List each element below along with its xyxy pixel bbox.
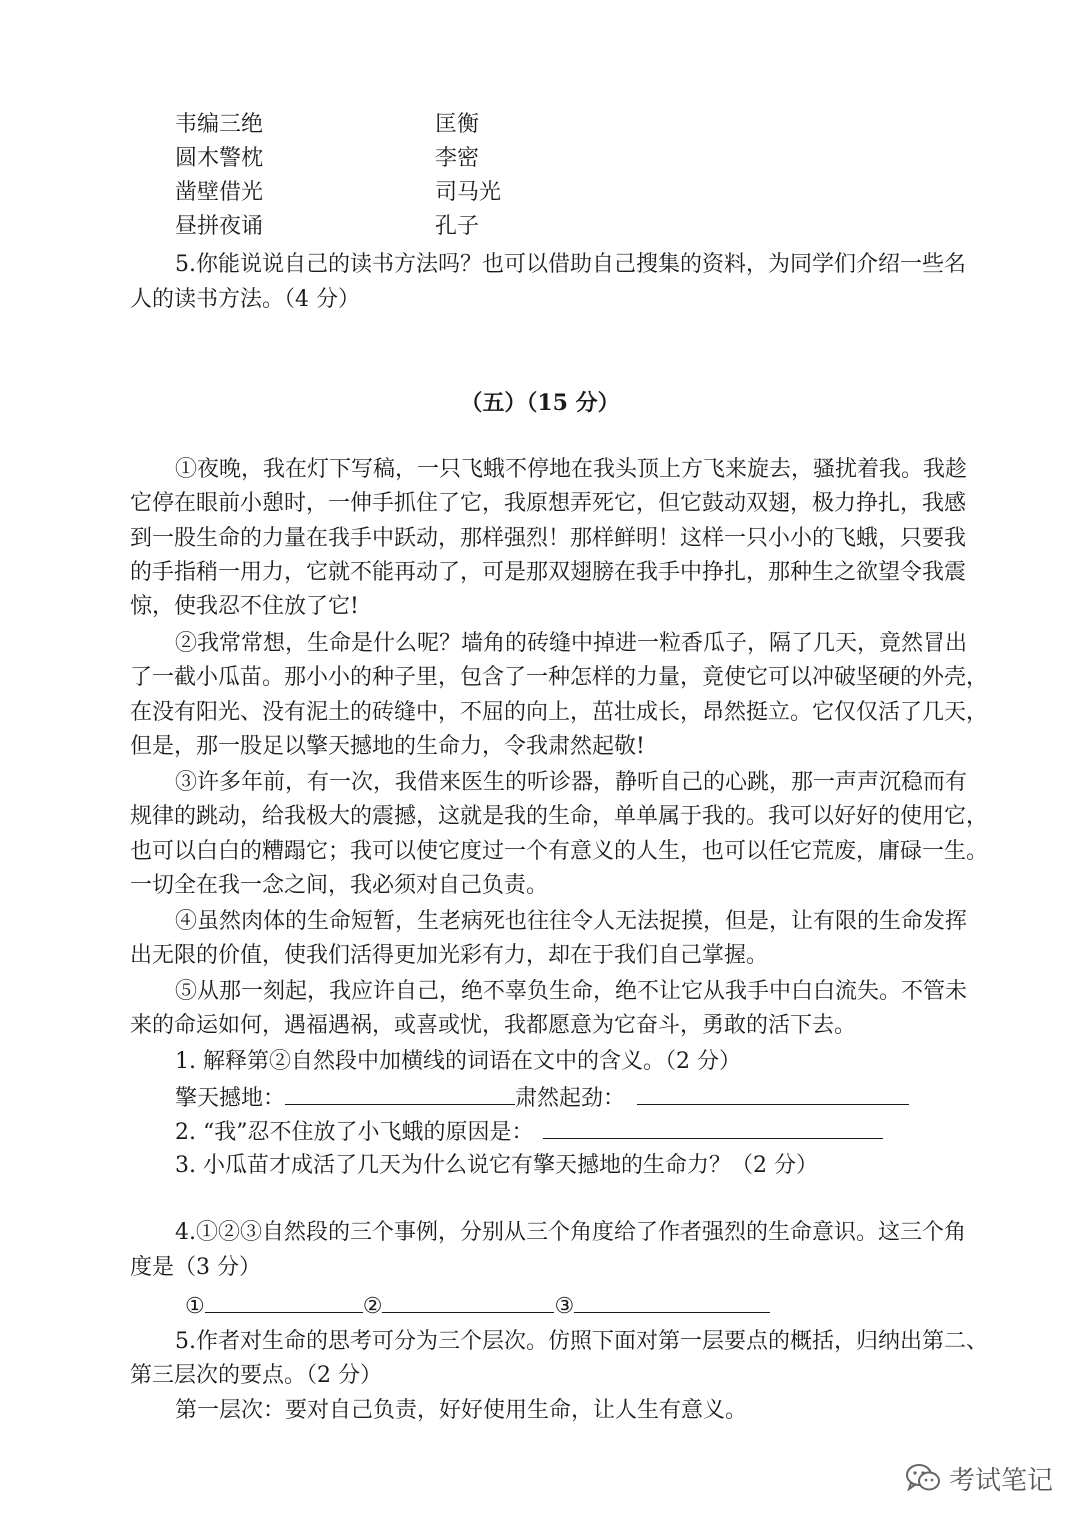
para2-line: 但是，那一股足以擎天撼地的生命力，令我肃然起敬! <box>130 734 645 759</box>
para2-line: ②我常常想，生命是什么呢？墙角的砖缝中掉进一粒香瓜子，隔了几天，竟然冒出 <box>175 631 968 656</box>
watermark <box>905 1458 1053 1498</box>
para3-line: ③许多年前，有一次，我借来医生的听诊器，静听自己的心跳，那一声声沉稳而有 <box>175 770 968 795</box>
question-5-prev-line2: 人的读书方法。（4 分） <box>130 287 360 312</box>
question-1: 1. 解释第②自然段中加横线的词语在文中的含义。（2 分） <box>175 1049 741 1074</box>
para5-line: ⑤从那一刻起，我应许自己，绝不辜负生命，绝不让它从我手中白白流失。不管未 <box>175 979 968 1004</box>
wechat-icon <box>905 1463 941 1493</box>
question-3: 3. 小瓜苗才成活了几天为什么说它有擎天撼地的生命力？（2 分） <box>175 1153 818 1178</box>
para2-line: 了一截小瓜苗。那小小的种子里，包含了一种怎样的力量，竟使它可以冲破坚硬的外壳， <box>130 665 989 690</box>
question-4-line2: 度是（3 分） <box>130 1255 261 1280</box>
marker-3: ③ <box>554 1294 575 1319</box>
person-item: 司马光 <box>435 180 502 205</box>
answer-blank-term-2[interactable] <box>637 1080 909 1105</box>
question-4-line1: 4.①②③自然段的三个事例，分别从三个角度给了作者强烈的生命意识。这三个角 <box>175 1220 966 1245</box>
para2-line: 在没有阳光、没有泥土的砖缝中，不屈的向上，茁壮成长，昂然挺立。它仅仅活了几天， <box>130 700 989 725</box>
para5-line: 来的命运如何，遇福遇祸，或喜或忧，我都愿意为它奋斗，勇敢的活下去。 <box>130 1013 857 1038</box>
question-2 <box>175 1114 1005 1150</box>
para3-line: 一切全在我一念之间，我必须对自己负责。 <box>130 873 549 898</box>
term-1-label: 擎天撼地： <box>175 1086 286 1111</box>
person-item: 孔子 <box>435 214 480 239</box>
para3-line: 规律的跳动，给我极大的震撼，这就是我的生命，单单属于我的。我可以好好的使用它， <box>130 804 989 829</box>
question-4-blanks <box>185 1288 1015 1324</box>
answer-blank-term-1[interactable] <box>285 1080 515 1105</box>
idiom-item: 圆木警枕 <box>175 146 264 171</box>
question-5-line3: 第一层次：要对自己负责，好好使用生命，让人生有意义。 <box>175 1398 748 1423</box>
watermark-text: 考试笔记 <box>949 1465 1054 1496</box>
question-5-prev-line1: 5.你能说说自己的读书方法吗？也可以借助自己搜集的资料，为同学们介绍一些名 <box>175 252 966 277</box>
para4-line: 出无限的价值，使我们活得更加光彩有力，却在于我们自己掌握。 <box>130 943 769 968</box>
para1-line: ①夜晚，我在灯下写稿，一只飞蛾不停地在我头顶上方飞来旋去，骚扰着我。我趁 <box>175 457 968 482</box>
para1-line: 到一股生命的力量在我手中跃动，那样强烈！那样鲜明！这样一只小小的飞蛾，只要我 <box>130 526 967 551</box>
section-title: （五）（15 分） <box>460 390 620 416</box>
idiom-item: 昼拼夜诵 <box>175 214 264 239</box>
question-5-line2: 第三层次的要点。（2 分） <box>130 1363 382 1388</box>
para3-line: 也可以白白的糟蹋它；我可以使它度过一个有意义的人生，也可以任它荒废，庸碌一生。 <box>130 839 989 864</box>
marker-1: ① <box>185 1294 205 1319</box>
para1-line: 惊，使我忍不住放了它! <box>130 594 359 619</box>
question-1-terms <box>175 1080 1005 1116</box>
answer-blank-angle-2[interactable] <box>382 1288 554 1313</box>
person-item: 李密 <box>435 146 480 171</box>
para4-line: ④虽然肉体的生命短暂，生老病死也往往令人无法捉摸，但是，让有限的生命发挥 <box>175 909 968 934</box>
answer-blank-angle-1[interactable] <box>205 1288 363 1313</box>
person-item: 匡衡 <box>435 112 480 137</box>
para1-line: 它停在眼前小憩时，一伸手抓住了它，我原想弄死它，但它鼓动双翅，极力挣扎，我感 <box>130 491 967 516</box>
answer-blank-q2[interactable] <box>543 1114 883 1139</box>
idiom-item: 韦编三绝 <box>175 112 264 137</box>
question-2-text: 2. “我”忍不住放了小飞蛾的原因是： <box>175 1120 534 1145</box>
marker-2: ② <box>362 1294 383 1319</box>
question-5-line1: 5.作者对生命的思考可分为三个层次。仿照下面对第一层要点的概括，归纳出第二、 <box>175 1329 988 1354</box>
term-2-label: 肃然起劲： <box>515 1086 626 1111</box>
idiom-item: 凿壁借光 <box>175 180 264 205</box>
answer-blank-angle-3[interactable] <box>574 1288 770 1313</box>
para1-line: 的手指稍一用力，它就不能再动了，可是那双翅膀在我手中挣扎，那种生之欲望令我震 <box>130 560 967 585</box>
